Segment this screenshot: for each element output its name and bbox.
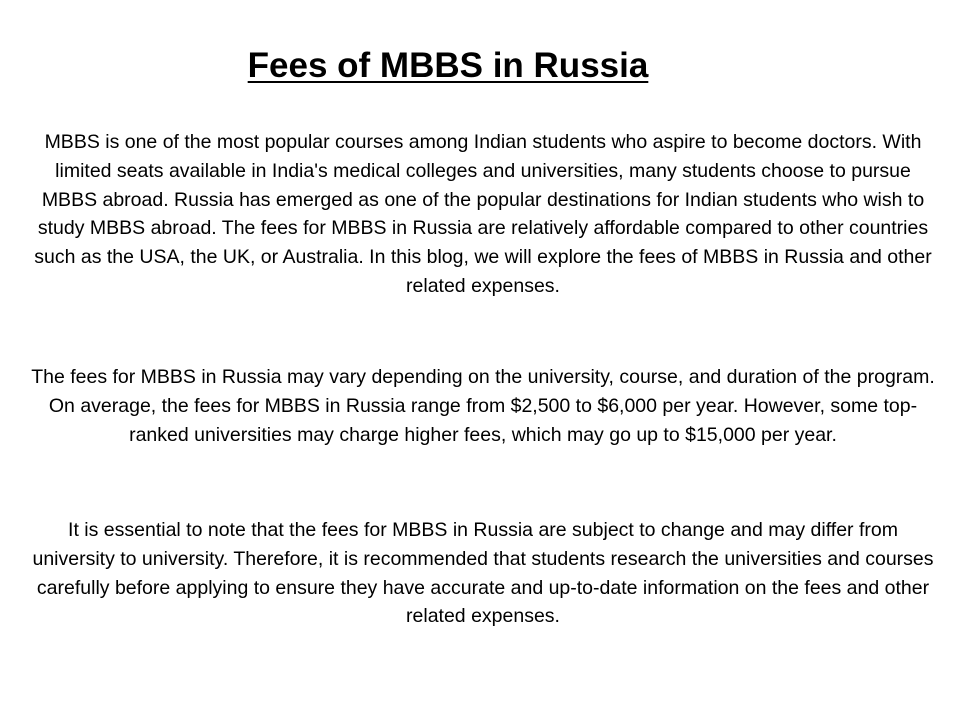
fees-range-paragraph: The fees for MBBS in Russia may vary depending on the university, course, and duration of the program. On average, the fees for MBBS in Russia range from $2,500 to $6,000 per year. However, some top-ranked universities may charge higher fees, which may go up to $15,000 per year. — [31, 366, 935, 446]
advice-paragraph: It is essential to note that the fees for MBBS in Russia are subject to change and may differ from university to university. Therefore, it is recommended that students research the universities and courses carefully before applying to ensure they have accurate and up-to-date information on the fees and other related expenses. — [32, 519, 934, 628]
page-title: Fees of MBBS in Russia — [247, 46, 649, 85]
intro-paragraph: MBBS is one of the most popular courses among Indian students who aspire to become doctors. With limited seats available in India's medical colleges and universities, many students choose to pursue MBBS abroad. Russia has emerged as one of the popular destinations for Indian students who wish to study MBBS abroad. The fees for MBBS in Russia are relatively affordable compared to other countries such as the USA, the UK, or Australia. In this blog, we will explore the fees of MBBS in Russia and other related expenses. — [34, 131, 932, 297]
